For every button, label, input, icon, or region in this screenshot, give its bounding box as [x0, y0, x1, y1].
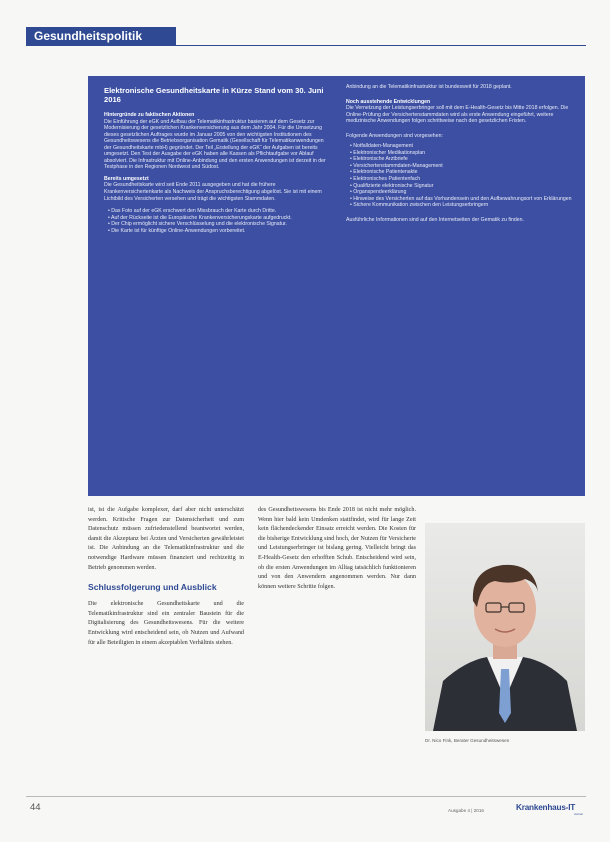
info-section-heading: Bereits umgesetzt [104, 175, 149, 182]
info-left-bullet-list [104, 208, 332, 234]
section-heading: Schlussfolgerung und Ausblick [88, 582, 217, 593]
info-section-heading: Hintergründe zu faktischen Aktionen [104, 112, 195, 118]
info-bullet: • Auf der Rückseite ist die Europäische Krankenversicherungskarte aufgedruckt. [108, 215, 332, 222]
info-bullet: • Sichere Kommunikation zwischen den Leistungserbringern [350, 202, 574, 209]
body-paragraph: Die elektronische Gesundheitskarte und die Telematikinfrastruktur sind ein zentraler Baustein für die Digitalisierung des Gesundheitswesens. Für die weitere Entwicklung wird entscheidend sein, ob Nutzen und Aufwand für alle Beteiligten in einem akzeptablen Verhältnis stehen. [88, 601, 244, 646]
info-section-heading: Noch ausstehende Entwicklungen [346, 98, 431, 105]
portrait-image [425, 523, 585, 731]
magazine-logo: Krankenhaus-IT [516, 803, 576, 812]
info-section-text: Die Gesundheitskarte wird seit Ende 2011 ausgegeben und hat die frühere Krankenversichertenkarte als Nachweis der Anspruchsberechtigung abgelöst. Sie ist mit einem Lichtbild des Versicherten versehen und trägt die wichtigsten Stammdaten. [104, 182, 322, 202]
info-right-bullet-list [346, 143, 574, 208]
magazine-logo-subtitle: Journal [574, 813, 583, 816]
page-number: 44 [30, 802, 41, 813]
info-box-left-column [104, 86, 332, 234]
rubric-divider [26, 45, 586, 46]
info-bullet: • Organspendeerklärung [350, 189, 574, 196]
info-bullet: • Das Foto auf der eGK erschwert den Missbrauch der Karte durch Dritte. [108, 208, 332, 215]
author-photo [425, 523, 585, 731]
info-right-outro: Ausführliche Informationen sind auf den Internetseiten der Gematik zu finden. [346, 216, 524, 223]
info-bullet: • Hinweise des Versicherten auf das Vorhandensein und den Aufbewahrungsort von Erklärungen [350, 196, 574, 203]
info-right-intro: Anbindung an die Telematikinfrastruktur ist bundesweit für 2018 geplant. [346, 84, 512, 90]
info-section-text: Die Vernetzung der Leistungserbringer soll mit dem E-Health-Gesetz bis Mitte 2018 erfolgen. Die Online-Prüfung der Versichertenstammdaten wird als erste Anwendung eingeführt, weitere medizinische Anwendungen folgen schrittweise nach den gesetzlichen Fristen. [346, 105, 569, 125]
info-section-text: Die Einführung der eGK und Aufbau der Telematikinfrastruktur basieren auf dem Gesetz zur Modernisierung der gesetzlichen Krankenversicherung aus dem Jahr 2004. Für die Umsetzung dieses gesetzlichen Auftrages wurde im Januar 2005 von den wichtigsten Institutionen des Gesundheitswesens die Betriebsorganisation Gematik (Gesellschaft für Telematikanwendungen der Gesundheitskarte mbH) gegründet. Der Teil „Erstellung der eGK“ der Aufgaben ist bereits umgesetzt. Den Test der Ausgabe der eGK haben alle Kassen als Pflichtaufgabe vor Ablauf absolviert. Die Infrastruktur mit Online-Anbindung und den ersten Anwendungen ist derzeit in der Testphase in den Regionen Nordwest und Südost. [104, 118, 326, 171]
info-bullet: • Der Chip ermöglicht sichere Verschlüsselung und die elektronische Signatur. [108, 221, 332, 228]
info-bullet: • Die Karte ist für künftige Online-Anwendungen vorbereitet. [108, 228, 332, 235]
body-paragraph: ist, ist die Aufgabe komplexer, darf aber nicht unterschätzt werden. Kritische Fragen zur Datensicherheit und zum Datenschutz müssen zufriedenstellend beantwortet werden, damit die Akzeptanz bei Ärzten und Versicherten gewährleistet ist. Die Anbindung an die Telematikinfrastruktur und die notwendige Hardware müssen finanziert und rechtzeitig in Betrieb genommen werden. [88, 507, 244, 571]
info-bullet: • Elektronische Arztbriefe [350, 156, 574, 163]
body-column-2 [258, 506, 416, 592]
body-column-1 [88, 506, 244, 648]
info-bullet: • Elektronisches Patientenfach [350, 176, 574, 183]
info-box-right-column [346, 84, 574, 227]
info-bullet: • Elektronische Patientenakte [350, 169, 574, 176]
footer-divider [26, 796, 586, 797]
section-rubric: Gesundheitspolitik [26, 27, 176, 45]
info-bullet: • Notfalldaten-Management [350, 143, 574, 150]
info-bullet: • Qualifizierte elektronische Signatur [350, 183, 574, 190]
body-paragraph: des Gesundheitswesens bis Ende 2018 ist nicht mehr möglich. Wenn hier bald kein Umdenken stattfindet, wird für lange Zeit kein flächendeckender Einsatz erreicht werden. Die Kosten für die bisherige Entwicklung sind hoch, der Nutzen für Versicherte und Leistungserbringer ist bislang gering. Vielleicht bringt das E-Health-Gesetz den erhofften Schub. Entscheidend wird sein, ob die ersten Anwendungen im Alltag tatsächlich funktionieren und von den Anwendern angenommen werden. Nur dann können weitere Schritte folgen. [258, 507, 416, 590]
info-box-title: Elektronische Gesundheitskarte in Kürze Stand vom 30. Juni 2016 [104, 86, 324, 104]
info-list-intro: Folgende Anwendungen sind vorgesehen: [346, 132, 443, 139]
info-box [88, 76, 585, 496]
issue-label: Ausgabe 4 | 2016 [448, 808, 484, 813]
info-bullet: • Versichertenstammdaten-Management [350, 163, 574, 170]
info-bullet: • Elektronischer Medikationsplan [350, 150, 574, 157]
photo-caption: Dr. Nico Fink, Berater Gesundheitswesen [425, 738, 510, 743]
